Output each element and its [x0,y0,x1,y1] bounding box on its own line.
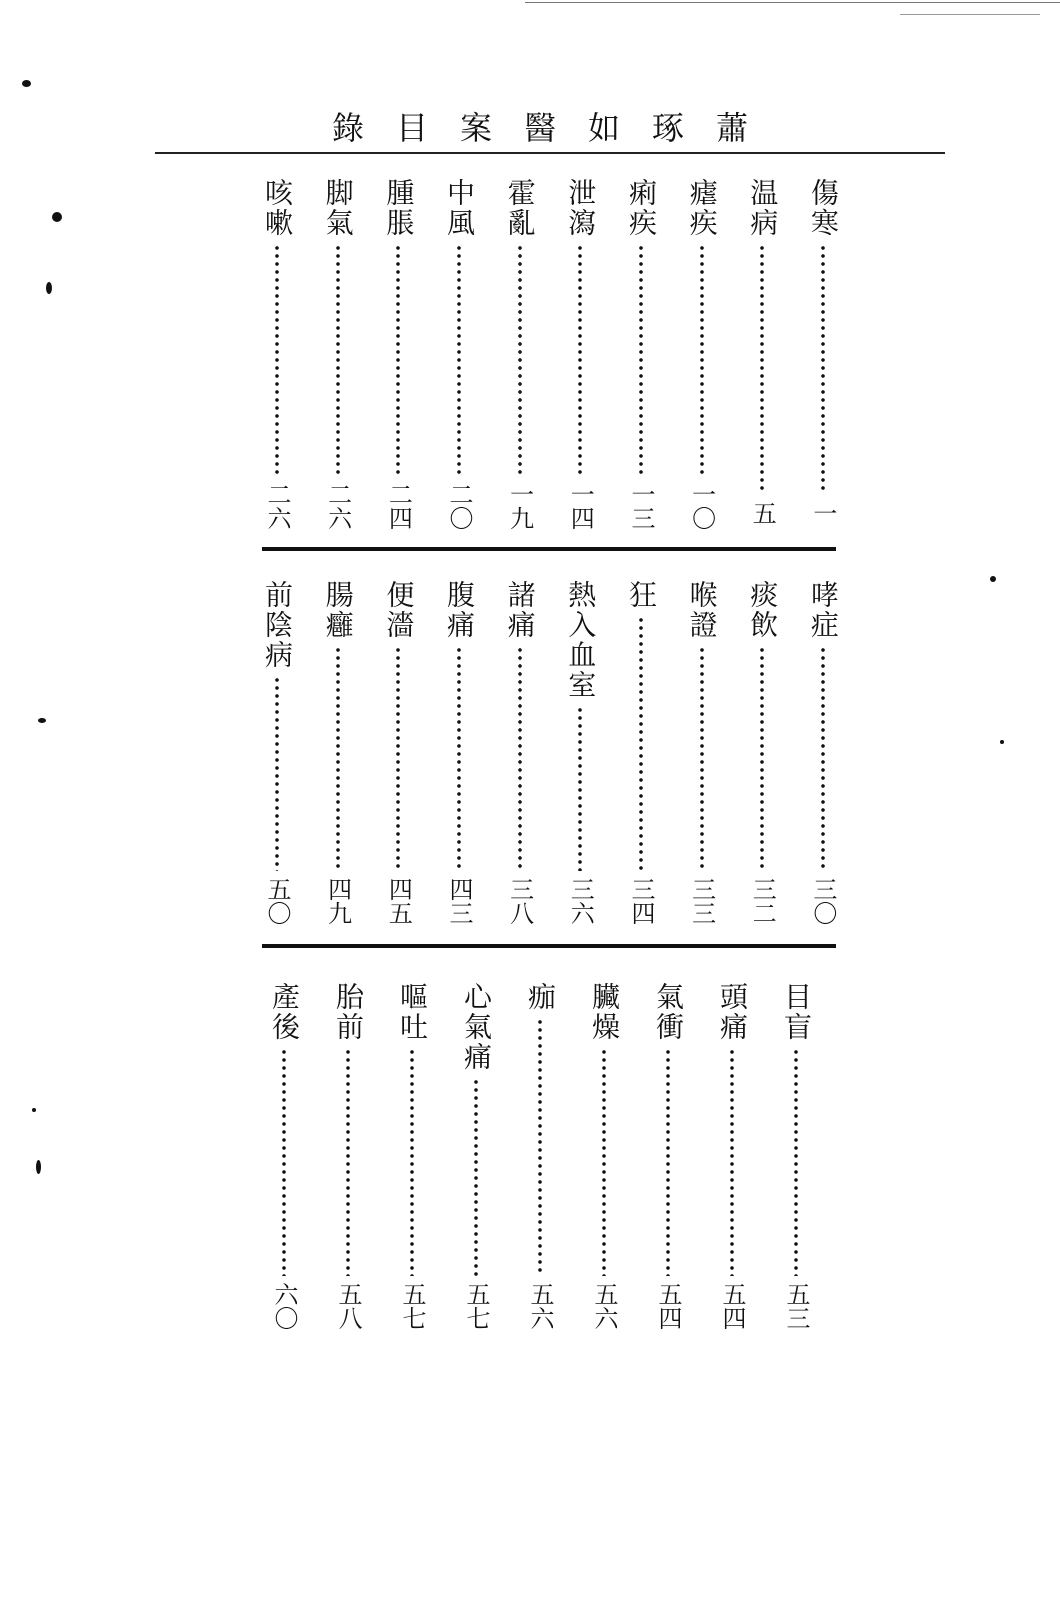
toc-entry-page: 三三 [687,877,716,925]
toc-entry-title: 腹痛 [442,580,476,640]
toc-entry-page: 五八 [334,1282,362,1330]
toc-entry-title: 胎前 [332,982,365,1042]
dot-leader [820,244,826,490]
toc-entry-title: 頭痛 [716,982,749,1042]
scan-speck [38,718,46,723]
dot-leader [793,1048,799,1276]
toc-entry-title: 諸痛 [503,580,537,640]
toc-entry[interactable] [801,580,845,925]
dot-leader [517,646,523,871]
toc-entry[interactable] [437,580,481,925]
toc-entry[interactable] [498,580,542,925]
toc-entry[interactable] [619,580,663,925]
toc-entry-page: 四九 [323,877,352,925]
toc-entry-page: 五 [748,501,777,525]
toc-entry-title: 咳嗽 [261,178,294,238]
running-title-char: 琢 [651,109,684,147]
scan-speck [1000,740,1004,744]
running-title-char: 蕭 [715,109,748,147]
toc-entry-page: 六〇 [270,1282,298,1330]
toc-entry[interactable] [390,982,434,1330]
dot-leader [577,244,583,476]
dot-leader [456,244,462,476]
toc-entry-title: 嘔吐 [396,982,429,1042]
scan-speck [32,1108,36,1112]
toc-entry[interactable] [498,178,542,530]
running-title-char: 醫 [523,109,556,147]
toc-entry-page: 一三 [626,482,655,530]
toc-entry[interactable] [740,178,784,530]
toc-entry-page: 五七 [398,1282,426,1330]
toc-entry[interactable] [680,580,724,925]
dot-leader [638,616,644,871]
dot-leader [395,646,401,871]
dot-leader [638,244,644,476]
toc-entry[interactable] [437,178,481,530]
toc-entry[interactable] [255,580,299,925]
toc-entry-page: 五四 [654,1282,682,1330]
toc-entry-title: 痰飲 [746,580,780,640]
toc-entry[interactable] [774,982,818,1330]
section-divider [262,547,836,551]
toc-entry[interactable] [558,580,602,925]
running-title-char: 如 [587,109,620,147]
header-rule [155,152,945,154]
page-edge-line [900,14,1040,15]
running-title [330,104,750,148]
toc-entry-page: 二〇 [444,482,473,530]
toc-entry[interactable] [454,982,498,1330]
toc-entry-page: 五〇 [263,877,291,925]
toc-entry-page: 四三 [444,877,473,925]
scan-speck [36,1160,41,1174]
scan-speck [22,80,31,87]
toc-entry-title: 狂 [624,580,658,610]
toc-entry[interactable] [710,982,754,1330]
toc-entry-page: 一 [808,501,837,525]
toc-entry-title: 腸癰 [321,580,355,640]
running-title-char: 錄 [331,109,364,147]
dot-leader [345,1048,351,1276]
section-divider [262,944,836,948]
toc-entry-title: 痢疾 [624,178,658,238]
dot-leader [274,244,280,476]
scan-speck [52,212,62,222]
scan-speck [46,282,52,294]
toc-entry-title: 臟燥 [588,982,621,1042]
dot-leader [759,244,765,490]
toc-entry-title: 前陰病 [261,580,294,670]
toc-entry-page: 三八 [505,877,534,925]
toc-entry-title: 喉證 [685,580,719,640]
toc-entry-page: 三四 [626,877,655,925]
dot-leader [665,1048,671,1276]
toc-entry[interactable] [680,178,724,530]
toc-entry[interactable] [376,178,420,530]
toc-entry[interactable] [326,982,370,1330]
toc-entry-title: 脚氣 [321,178,355,238]
dot-leader [577,706,583,871]
toc-entry-page: 三〇 [808,877,837,925]
dot-leader [335,646,341,871]
toc-entry[interactable] [582,982,626,1330]
toc-entry-title: 熱入血室 [564,580,598,700]
dot-leader [601,1048,607,1276]
toc-entry[interactable] [740,580,784,925]
toc-entry-page: 一〇 [687,482,716,530]
toc-entry-title: 傷寒 [806,178,840,238]
dot-leader [274,676,280,871]
toc-section-2 [255,580,845,925]
dot-leader [820,646,826,871]
toc-entry[interactable] [376,580,420,925]
toc-entry-title: 痂 [524,982,557,1012]
toc-entry-page: 五七 [462,1282,490,1330]
dot-leader [759,646,765,871]
toc-entry-title: 便濇 [382,580,416,640]
toc-entry[interactable] [316,580,360,925]
page-edge-line [525,2,1060,3]
dot-leader [409,1048,415,1276]
toc-entry-title: 瘧疾 [685,178,719,238]
toc-entry[interactable] [801,178,845,530]
running-title-char: 案 [459,109,492,147]
toc-entry-title: 霍亂 [503,178,537,238]
toc-entry-page: 一九 [505,482,534,530]
toc-section-1 [255,178,845,530]
dot-leader [335,244,341,476]
toc-entry-page: 一四 [566,482,595,530]
running-title-char: 目 [395,109,428,147]
dot-leader [395,244,401,476]
scan-speck [990,576,996,582]
toc-entry-title: 產後 [268,982,301,1042]
toc-entry-title: 目盲 [780,982,813,1042]
toc-entry[interactable] [518,982,562,1330]
toc-entry-title: 腫脹 [382,178,416,238]
toc-entry[interactable] [316,178,360,530]
toc-entry-page: 五六 [590,1282,618,1330]
toc-entry[interactable] [558,178,602,530]
toc-entry[interactable] [619,178,663,530]
toc-entry[interactable] [646,982,690,1330]
toc-entry-page: 五三 [782,1282,810,1330]
dot-leader [517,244,523,476]
toc-entry-page: 二六 [263,482,291,530]
toc-entry-page: 三二 [748,877,777,925]
toc-entry-title: 氣衝 [652,982,685,1042]
toc-entry-page: 四五 [384,877,413,925]
dot-leader [456,646,462,871]
dot-leader [473,1078,479,1276]
toc-entry-page: 五六 [526,1282,554,1330]
toc-entry-page: 五四 [718,1282,746,1330]
toc-entry[interactable] [262,982,306,1330]
toc-entry-title: 泄瀉 [564,178,598,238]
toc-entry-title: 温病 [746,178,780,238]
toc-entry-title: 中風 [442,178,476,238]
dot-leader [699,646,705,871]
dot-leader [537,1018,543,1276]
toc-entry[interactable] [255,178,299,530]
dot-leader [729,1048,735,1276]
toc-entry-page: 二六 [323,482,352,530]
dot-leader [281,1048,287,1276]
toc-entry-title: 哮症 [806,580,840,640]
toc-entry-page: 三六 [566,877,595,925]
toc-section-3 [262,982,818,1330]
toc-entry-page: 二四 [384,482,413,530]
toc-entry-title: 心氣痛 [460,982,493,1072]
dot-leader [699,244,705,476]
